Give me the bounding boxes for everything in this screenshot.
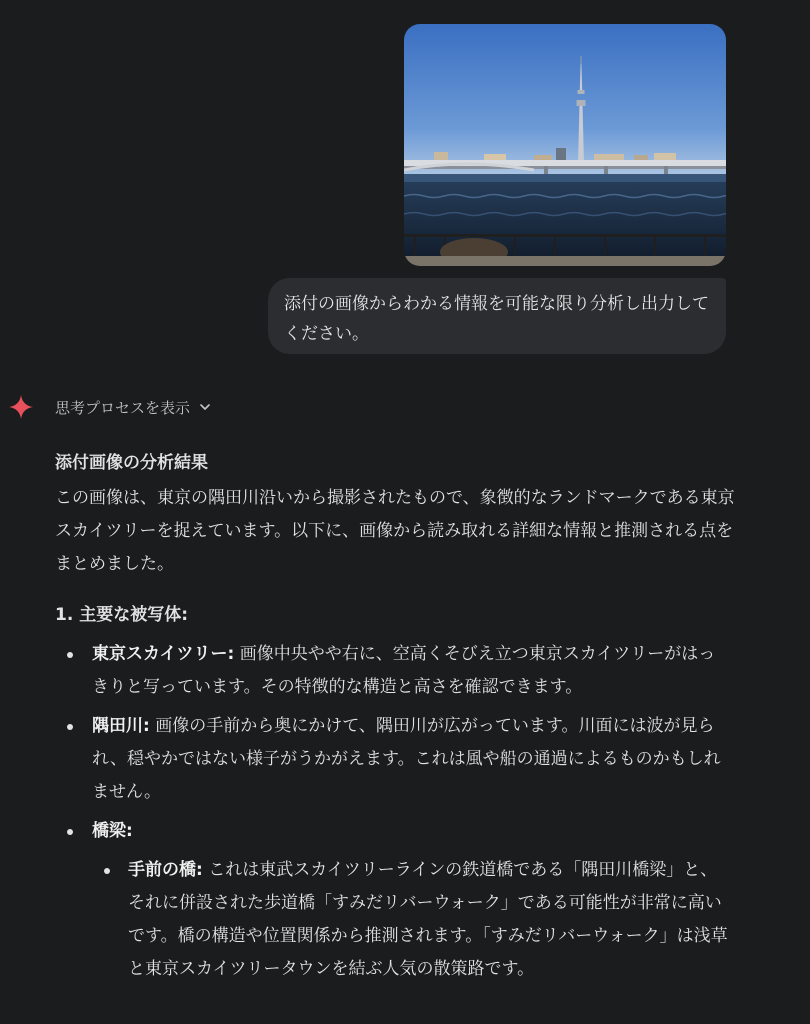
bullet-sumida-river — [55, 710, 725, 809]
bullet-label: 隅田川: — [92, 716, 150, 736]
section-heading: 1. 主要な被写体: — [55, 605, 189, 625]
bullet-text: 画像の手前から奥にかけて、隅田川が広がっています。川面には波が見られ、穏やかではない様子がうかがえます。これは風や船の通過によるものかもしれません。 — [92, 716, 721, 802]
bullet-bridges — [55, 815, 735, 986]
sub-bullet-list — [92, 854, 735, 986]
bullet-label: 橋梁: — [92, 821, 133, 841]
sub-bullet-front-bridge — [92, 854, 728, 986]
user-prompt-text: 添付の画像からわかる情報を可能な限り分析し出力してください。 — [284, 294, 709, 344]
gemini-spark-icon — [7, 393, 35, 421]
assistant-response — [55, 447, 735, 992]
bullet-text: 画像中央やや右に、空高くそびえ立つ東京スカイツリーがはっきりと写っています。その特徴的な構造と高さを確認できます。 — [92, 644, 716, 697]
sub-bullet-label: 手前の橋: — [128, 860, 203, 880]
user-prompt-bubble — [268, 278, 726, 354]
attached-photo-skytree[interactable] — [404, 24, 726, 266]
sub-bullet-text: これは東武スカイツリーラインの鉄道橋である「隅田川橋梁」と、それに併設された歩道橋「すみだリバーウォーク」である可能性が非常に高いです。橋の構造や位置関係から推測されます。「すみだリバーウォーク」は浅草と東京スカイツリータウンを結ぶ人気の散策路です。 — [128, 860, 728, 979]
chevron-down-icon — [198, 400, 212, 414]
response-title: 添付画像の分析結果 — [55, 453, 208, 473]
bullet-label: 東京スカイツリー: — [92, 644, 235, 664]
show-thinking-toggle[interactable] — [55, 396, 212, 418]
photo-illustration — [404, 24, 726, 266]
show-thinking-label: 思考プロセスを表示 — [55, 398, 191, 417]
bullet-list — [55, 638, 735, 986]
response-intro: この画像は、東京の隅田川沿いから撮影されたもので、象徴的なランドマークである東京スカイツリーを捉えています。以下に、画像から読み取れる詳細な情報と推測される点をまとめました。 — [55, 488, 735, 574]
bullet-skytree — [55, 638, 725, 704]
